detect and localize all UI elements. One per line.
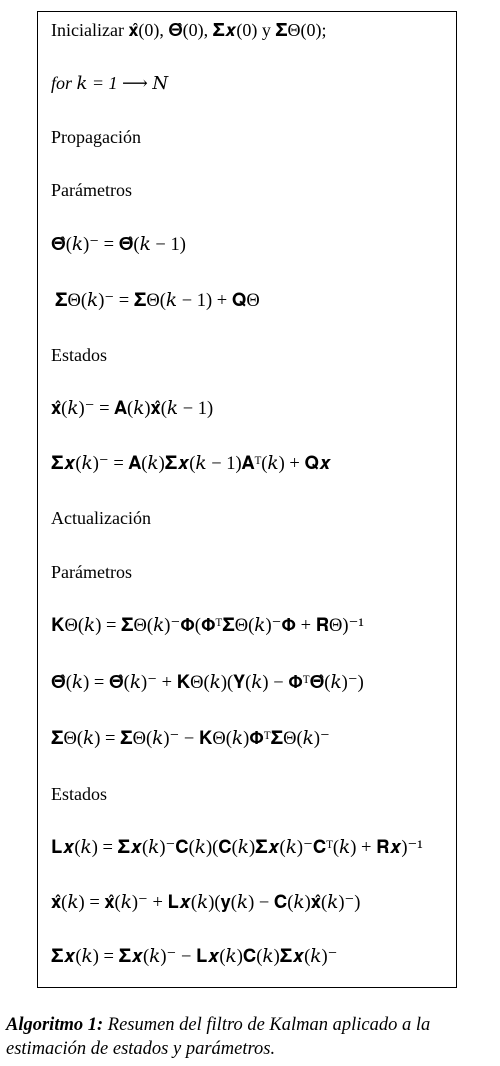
algorithm-line: 𝐱̂(𝑘)⁻ = 𝐀(𝑘)𝐱̂(𝑘 − 1) <box>51 399 214 419</box>
algorithm-line: 𝚺Θ(𝑘) = 𝚺Θ(𝑘)⁻ − 𝐊Θ(𝑘)𝚽ᵀ𝚺Θ(𝑘)⁻ <box>51 729 330 749</box>
algorithm-line: Estados <box>51 784 107 804</box>
algorithm-line: Propagación <box>51 127 141 147</box>
caption-text: Resumen del filtro de Kalman aplicado a la estimación de estados y parámetros. <box>6 1015 431 1059</box>
algorithm-line: Inicializar 𝐱̂(0), 𝚯̂(0), 𝚺𝒙(0) y 𝚺Θ(0); <box>51 20 327 40</box>
algorithm-caption <box>6 1013 496 1061</box>
algorithm-line: Parámetros <box>51 180 132 200</box>
algorithm-line: 𝐋𝒙(𝑘) = 𝚺𝒙(𝑘)⁻𝐂(𝑘)(𝐂(𝑘)𝚺𝒙(𝑘)⁻𝐂ᵀ(𝑘) + 𝐑𝒙)⁻¹ <box>51 838 423 858</box>
caption-label: Algoritmo 1: <box>6 1015 104 1035</box>
algorithm-line: Actualización <box>51 508 151 528</box>
algorithm-line: 𝚯̂(𝑘) = 𝚯̂(𝑘)⁻ + 𝐊Θ(𝑘)(𝐘(𝑘) − 𝚽ᵀ𝚯̂(𝑘)⁻) <box>51 673 364 693</box>
algorithm-line: 𝐊Θ(𝑘) = 𝚺Θ(𝑘)⁻𝚽(𝚽ᵀ𝚺Θ(𝑘)⁻𝚽 + 𝐑Θ)⁻¹ <box>51 616 364 636</box>
algorithm-line: for 𝑘 = 1 ⟶ 𝑁 <box>51 73 169 93</box>
algorithm-line: Parámetros <box>51 562 132 582</box>
algorithm-line: Estados <box>51 345 107 365</box>
algorithm-line: 𝚺𝒙(𝑘)⁻ = 𝐀(𝑘)𝚺𝒙(𝑘 − 1)𝐀ᵀ(𝑘) + 𝐐𝒙 <box>51 454 331 474</box>
algorithm-line: 𝚺Θ(𝑘)⁻ = 𝚺Θ(𝑘 − 1) + 𝐐Θ <box>55 291 260 311</box>
algorithm-line: 𝚯̂(𝑘)⁻ = 𝚯̂(𝑘 − 1) <box>51 235 186 255</box>
algorithm-line: 𝚺𝒙(𝑘) = 𝚺𝒙(𝑘)⁻ − 𝐋𝒙(𝑘)𝐂(𝑘)𝚺𝒙(𝑘)⁻ <box>51 947 338 967</box>
algorithm-line: 𝐱̂(𝑘) = 𝐱̂(𝑘)⁻ + 𝐋𝒙(𝑘)(𝐲(𝑘) − 𝐂(𝑘)𝐱̂(𝑘)⁻) <box>51 893 361 913</box>
